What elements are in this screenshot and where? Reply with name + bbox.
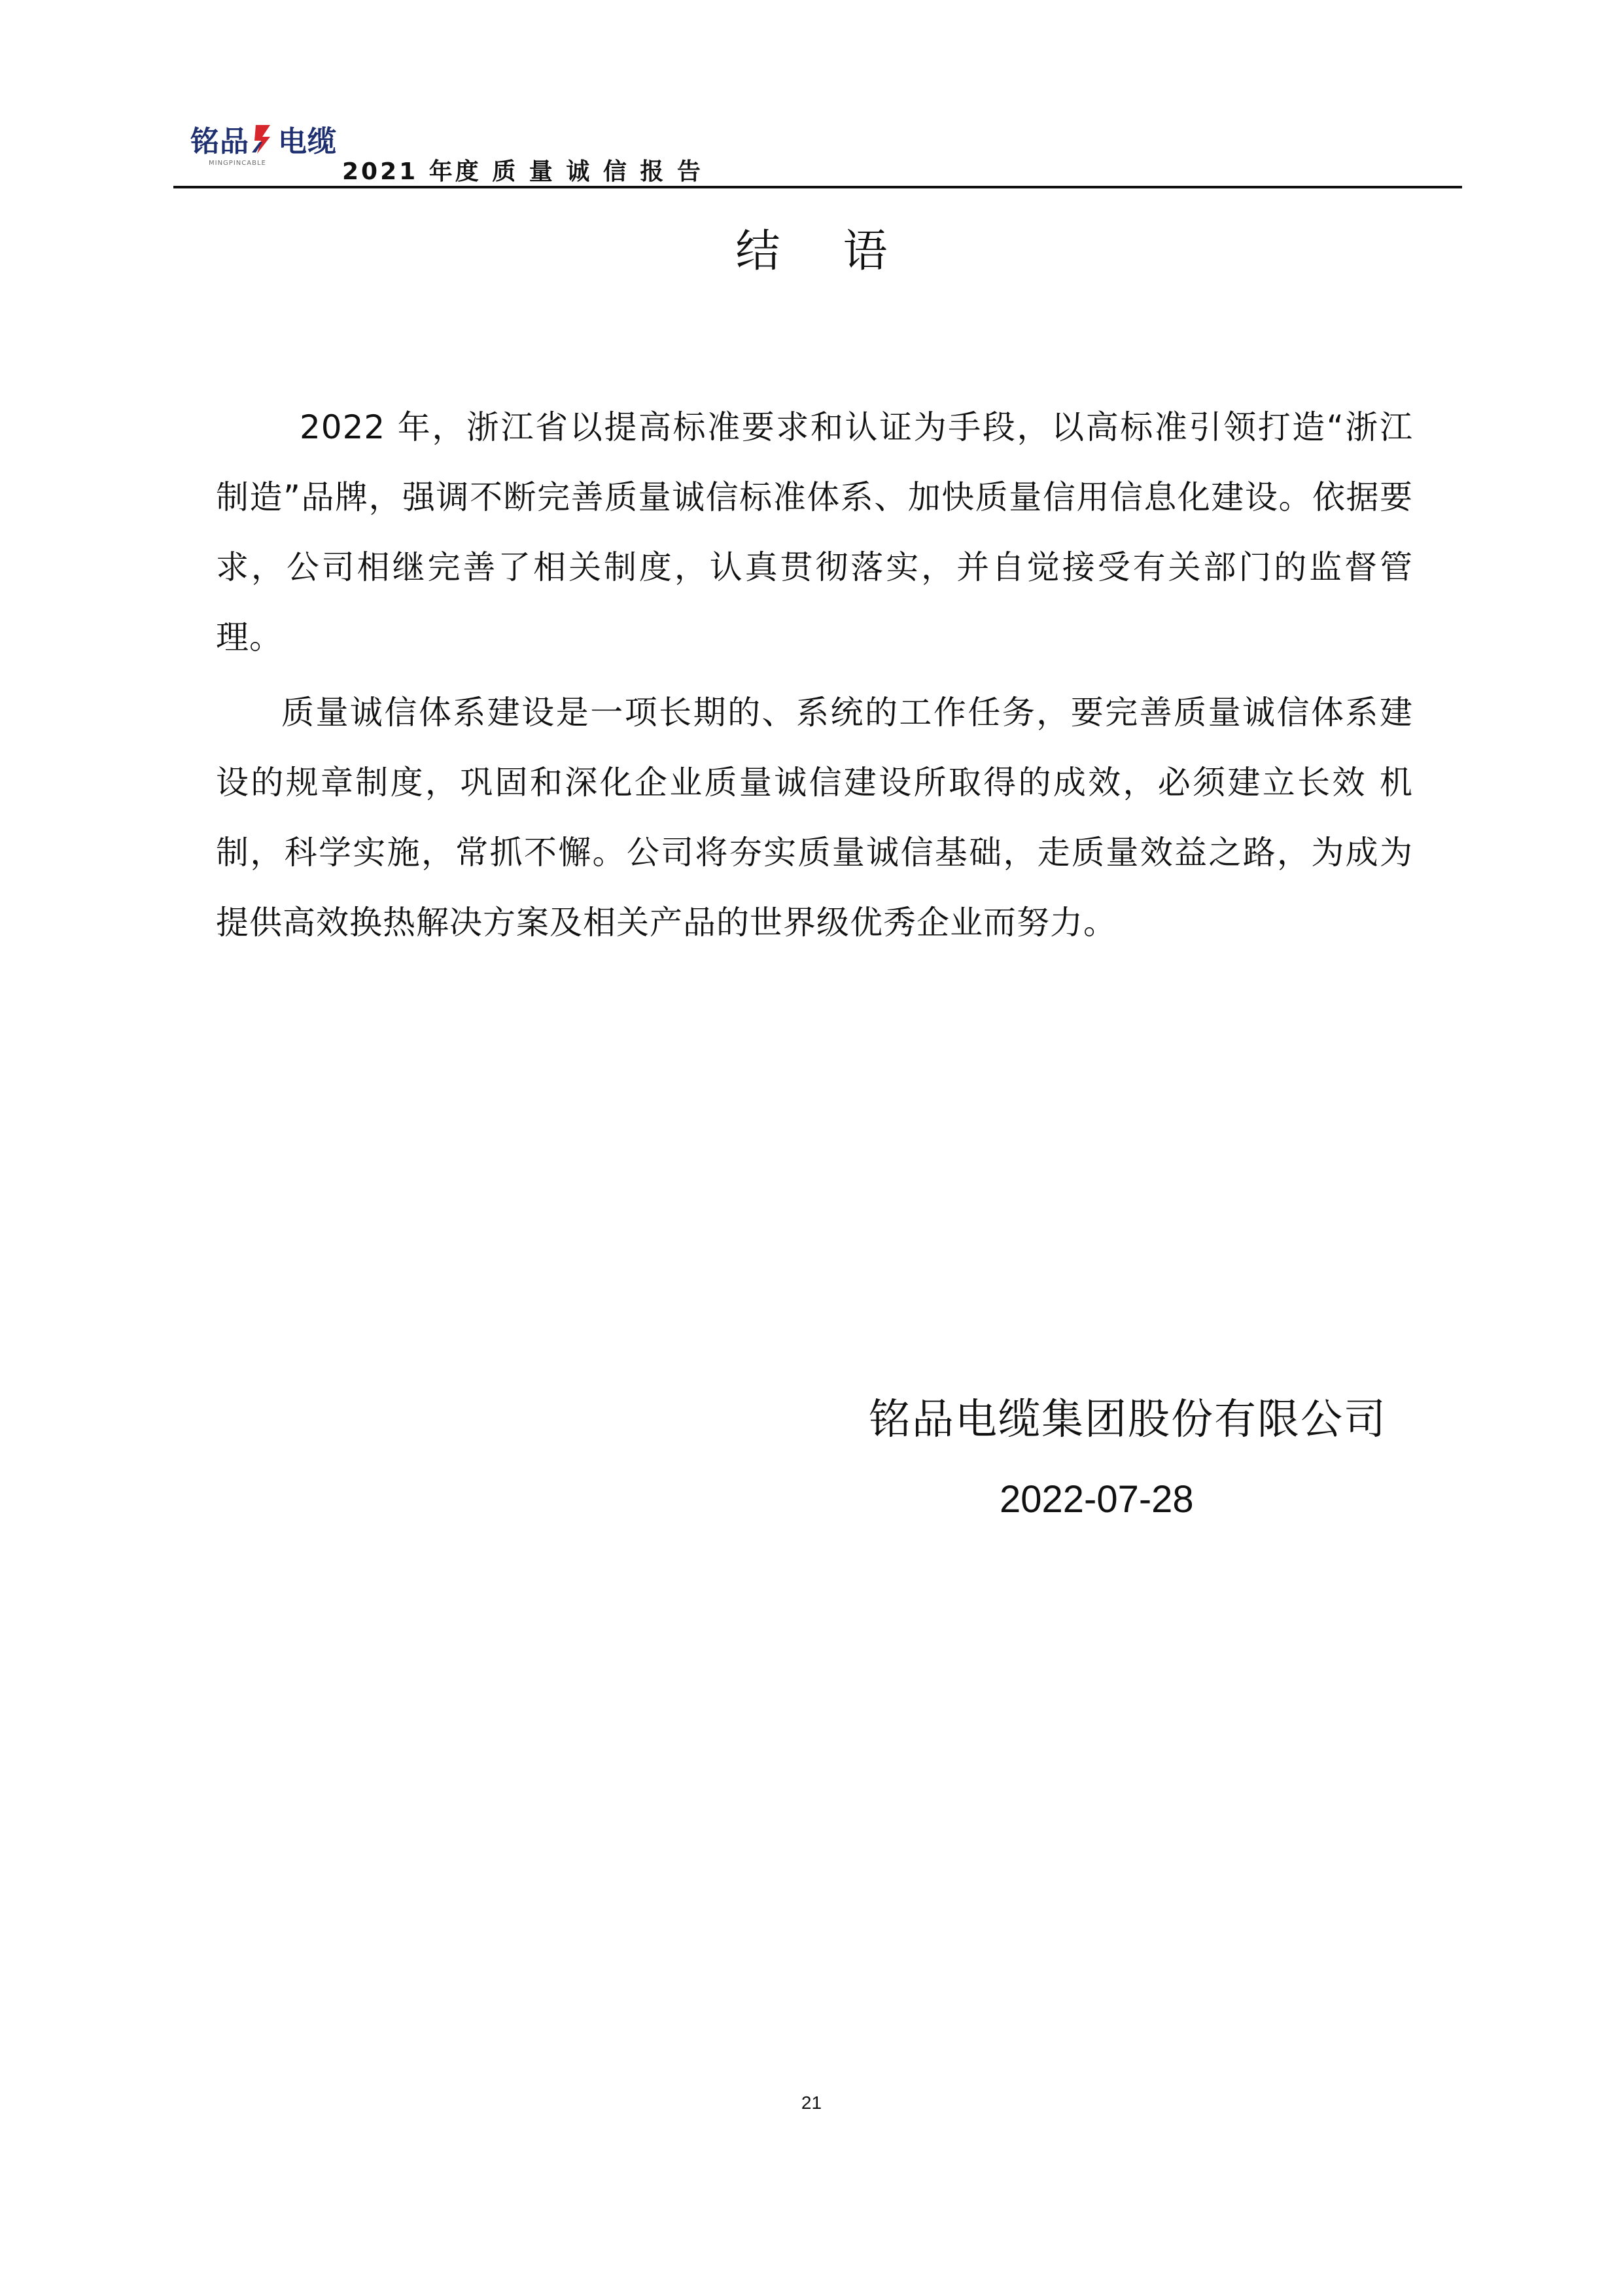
lightning-logo-icon xyxy=(251,122,277,155)
paragraph-1: 2022 年，浙江省以提高标准要求和认证为手段，以高标准引领打造“浙江制造”品牌，强调不断完善质量诚信标准体系、加快质量信用信息化建设。依据要求，公司相继完善了相关制度，认真贯彻落实，并自觉接受有关部门的监督管理。 xyxy=(216,408,1413,656)
logo-text-right: 电缆 xyxy=(278,125,337,158)
page-number: 21 xyxy=(801,2093,822,2113)
signature-date: 2022-07-28 xyxy=(1000,1478,1194,1521)
page-header xyxy=(173,110,1462,190)
header-divider xyxy=(173,186,1462,188)
logo-subtitle: MINGPINCABLE xyxy=(209,160,266,167)
body-text xyxy=(216,393,1413,958)
paragraph-2: 质量诚信体系建设是一项长期的、系统的工作任务，要完善质量诚信体系建设的规章制度，巩固和深化企业质量诚信建设所取得的成效，必须建立长效 机制，科学实施，常抓不懈。公司将夯实质量诚信基础，走质量效益之路，为成为提供高效换热解决方案及相关产品的世界级优秀企业而努力。 xyxy=(216,694,1413,942)
signature-company: 铭品电缆集团股份有限公司 xyxy=(869,1396,1387,1444)
section-title: 结语 xyxy=(735,226,951,277)
logo-wordmark xyxy=(190,119,337,158)
company-logo xyxy=(190,119,341,174)
report-title: 2021 年度 质 量 诚 信 报 告 xyxy=(342,158,703,185)
logo-text-left: 铭品 xyxy=(190,125,249,158)
